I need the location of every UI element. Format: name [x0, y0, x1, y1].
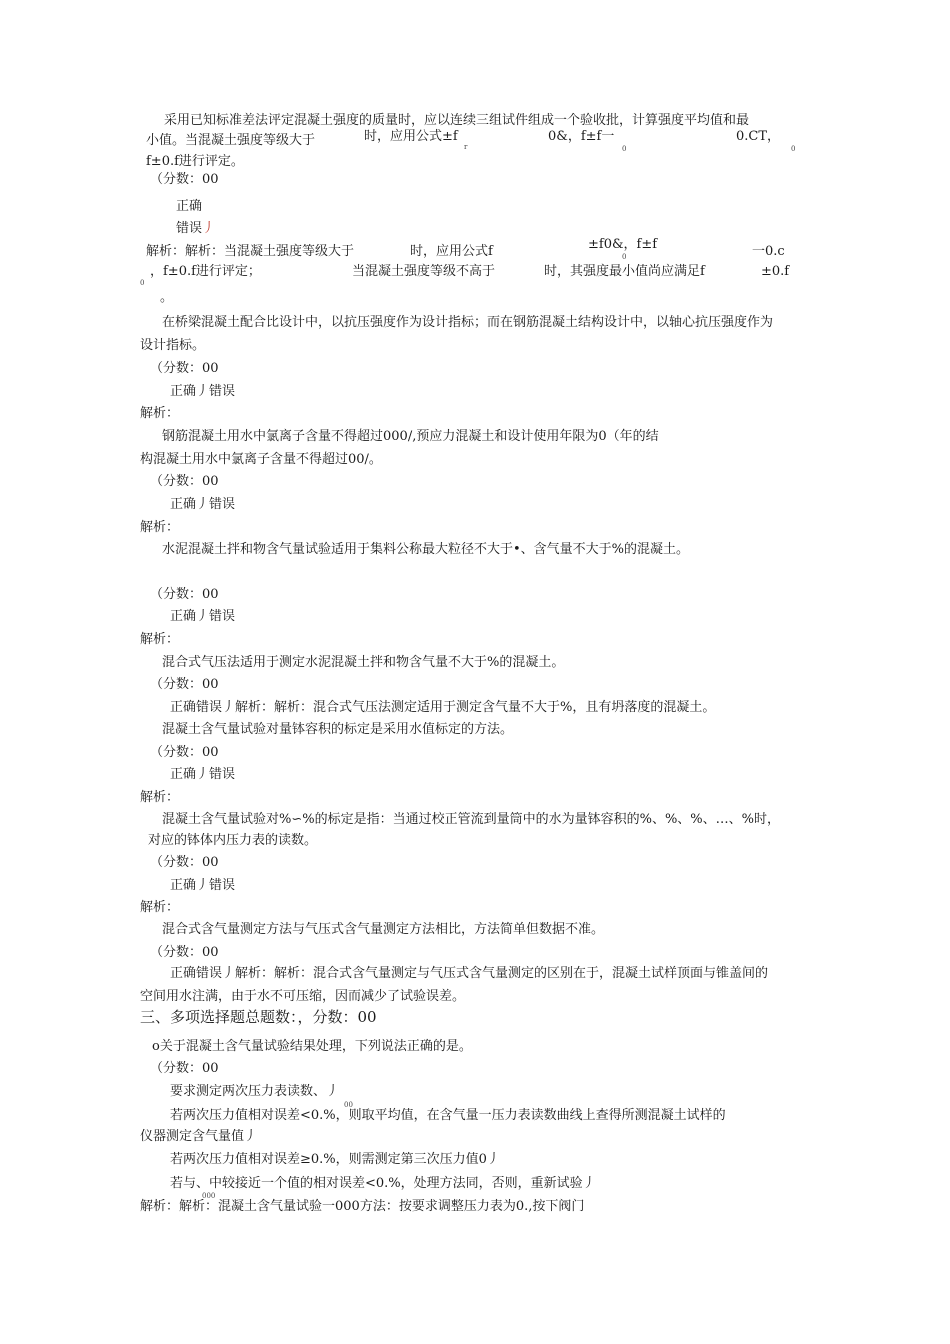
- mq1-option-c[interactable]: 若两次压力值相对误差≥0.%，则需测定第三次压力值0丿: [170, 1152, 500, 1167]
- q1-analysis2-d: ±0.f: [761, 264, 790, 279]
- q7-options[interactable]: 正确丿错误: [170, 878, 236, 893]
- q2-line2: 设计指标。: [140, 338, 206, 353]
- q1-analysis-b: 时，应用公式f: [410, 244, 493, 259]
- q8-line1: 混合式含气量测定方法与气压式含气量测定方法相比，方法简单但数据不准。: [162, 922, 605, 937]
- q7-score: （分数：00: [150, 855, 219, 870]
- q1-sub1: r: [464, 143, 468, 151]
- q6-score: （分数：00: [150, 745, 219, 760]
- q1-analysis2-b: 当混凝土强度等级不高于: [352, 264, 496, 279]
- q8-line2: 空间用水注满，由于水不可压缩，因而减少了试验误差。: [140, 989, 466, 1004]
- mq1-option-a-sub: 00: [344, 1101, 353, 1109]
- q1-option-wrong-label: 错误: [176, 221, 203, 236]
- q1-analysis-sub: 0: [622, 253, 627, 261]
- mq1-analysis: 解析：解析：混凝土含气量试验一000方法：按要求调整压力表为0.,按下阀门: [140, 1199, 585, 1214]
- mq1-stem: o关于混凝土含气量试验结果处理，下列说法正确的是。: [152, 1039, 472, 1054]
- q5-line1: 混合式气压法适用于测定水泥混凝土拌和物含气量不大于%的混凝土。: [162, 655, 565, 670]
- q6-analysis: 解析：: [140, 790, 180, 805]
- q5-score: （分数：00: [150, 677, 219, 692]
- mq1-option-d[interactable]: 若与、中较接近一个值的相对误差<0.%，处理方法同，否则，重新试验丿: [170, 1176, 596, 1191]
- q2-options[interactable]: 正确丿错误: [170, 384, 236, 399]
- q1-analysis3: 。: [160, 290, 174, 305]
- q1-sub3: 0: [791, 145, 796, 153]
- q1-analysis2-a: ，f±0.f进行评定；: [150, 264, 261, 279]
- q7-analysis: 解析：: [140, 900, 180, 915]
- answer-mark-icon: 丿: [202, 221, 216, 236]
- q8-score: （分数：00: [150, 945, 219, 960]
- mq1-option-b-line1[interactable]: 若两次压力值相对误差<0.%，则取平均值，在含气量一压力表读数曲线上查得所测混凝土试样的: [170, 1108, 726, 1123]
- q1-analysis-a: 解析：解析：当混凝土强度等级大于: [146, 244, 355, 259]
- q4-line1: 水泥混凝土拌和物含气量试验适用于集料公称最大粒径不大于•、含气量不大于%的混凝土。: [162, 542, 690, 557]
- q1-option-wrong[interactable]: [176, 221, 215, 237]
- q8-options-analysis[interactable]: 正确错误丿解析：解析：混合式含气量测定与气压式含气量测定的区别在于，混凝土试样顶面与锥盖间的: [170, 966, 769, 981]
- q6-line1: 混凝土含气量试验对量钵容积的标定是采用水值标定的方法。: [162, 722, 514, 737]
- q3-line1: 钢筋混凝土用水中氯离子含量不得超过000/,预应力混凝土和设计使用年限为0（年的结: [162, 429, 659, 444]
- q4-score: （分数：00: [150, 587, 219, 602]
- q5-options-analysis[interactable]: 正确错误丿解析：解析：混合式气压法测定适用于测定含气量不大于%，且有坍落度的混凝土。: [170, 700, 716, 715]
- q2-line1: 在桥梁混凝土配合比设计中，以抗压强度作为设计指标；而在钢筋混凝土结构设计中，以轴心抗压强度作为: [162, 315, 774, 330]
- q1-analysis2-sub: 0: [140, 279, 145, 287]
- q3-analysis: 解析：: [140, 520, 180, 535]
- q7-line1: 混凝土含气量试验对%∽%的标定是指：当通过校正管流到量筒中的水为量钵容积的%、%、%、…、%时，: [162, 812, 781, 827]
- mq1-option-d-sub: 000: [202, 1192, 216, 1200]
- q7-line2: 对应的钵体内压力表的读数。: [148, 833, 318, 848]
- q1-option-correct[interactable]: 正确: [176, 199, 203, 214]
- q1-line3: f±0.f进行评定。: [146, 154, 244, 169]
- q4-analysis: 解析：: [140, 632, 180, 647]
- mq1-score: （分数：00: [150, 1061, 219, 1076]
- q3-score: （分数：00: [150, 474, 219, 489]
- q3-line2: 构混凝土用水中氯离子含量不得超过00/。: [140, 452, 382, 467]
- q1-line2-d: 0.CT，: [736, 129, 781, 144]
- q2-analysis: 解析：: [140, 406, 180, 421]
- q1-analysis2-c: 时，其强度最小值尚应满足f: [544, 264, 705, 279]
- section-heading: 三、多项选择题总题数：，分数：00: [140, 1008, 377, 1026]
- q1-line2-b: 时，应用公式±f: [364, 129, 458, 144]
- q6-options[interactable]: 正确丿错误: [170, 767, 236, 782]
- q3-options[interactable]: 正确丿错误: [170, 497, 236, 512]
- q1-line1: 采用已知标准差法评定混凝土强度的质量时，应以连续三组试件组成一个验收批，计算强度平均值和最: [164, 113, 750, 128]
- mq1-option-a[interactable]: 要求测定两次压力表读数、丿: [170, 1084, 340, 1099]
- q1-line2-a: 小值。当混凝土强度等级大于: [146, 133, 316, 148]
- q1-line2-c: 0&，f±f一: [548, 129, 615, 144]
- mq1-option-b-line2[interactable]: 仪器测定含气量值丿: [140, 1129, 258, 1144]
- q2-score: （分数：00: [150, 361, 219, 376]
- q1-analysis-c: ±f0&，f±f: [588, 237, 658, 252]
- q4-options[interactable]: 正确丿错误: [170, 609, 236, 624]
- q1-analysis-d: 一0.c: [752, 244, 785, 259]
- q1-sub2: 0: [622, 145, 627, 153]
- q1-score: （分数：00: [150, 172, 219, 187]
